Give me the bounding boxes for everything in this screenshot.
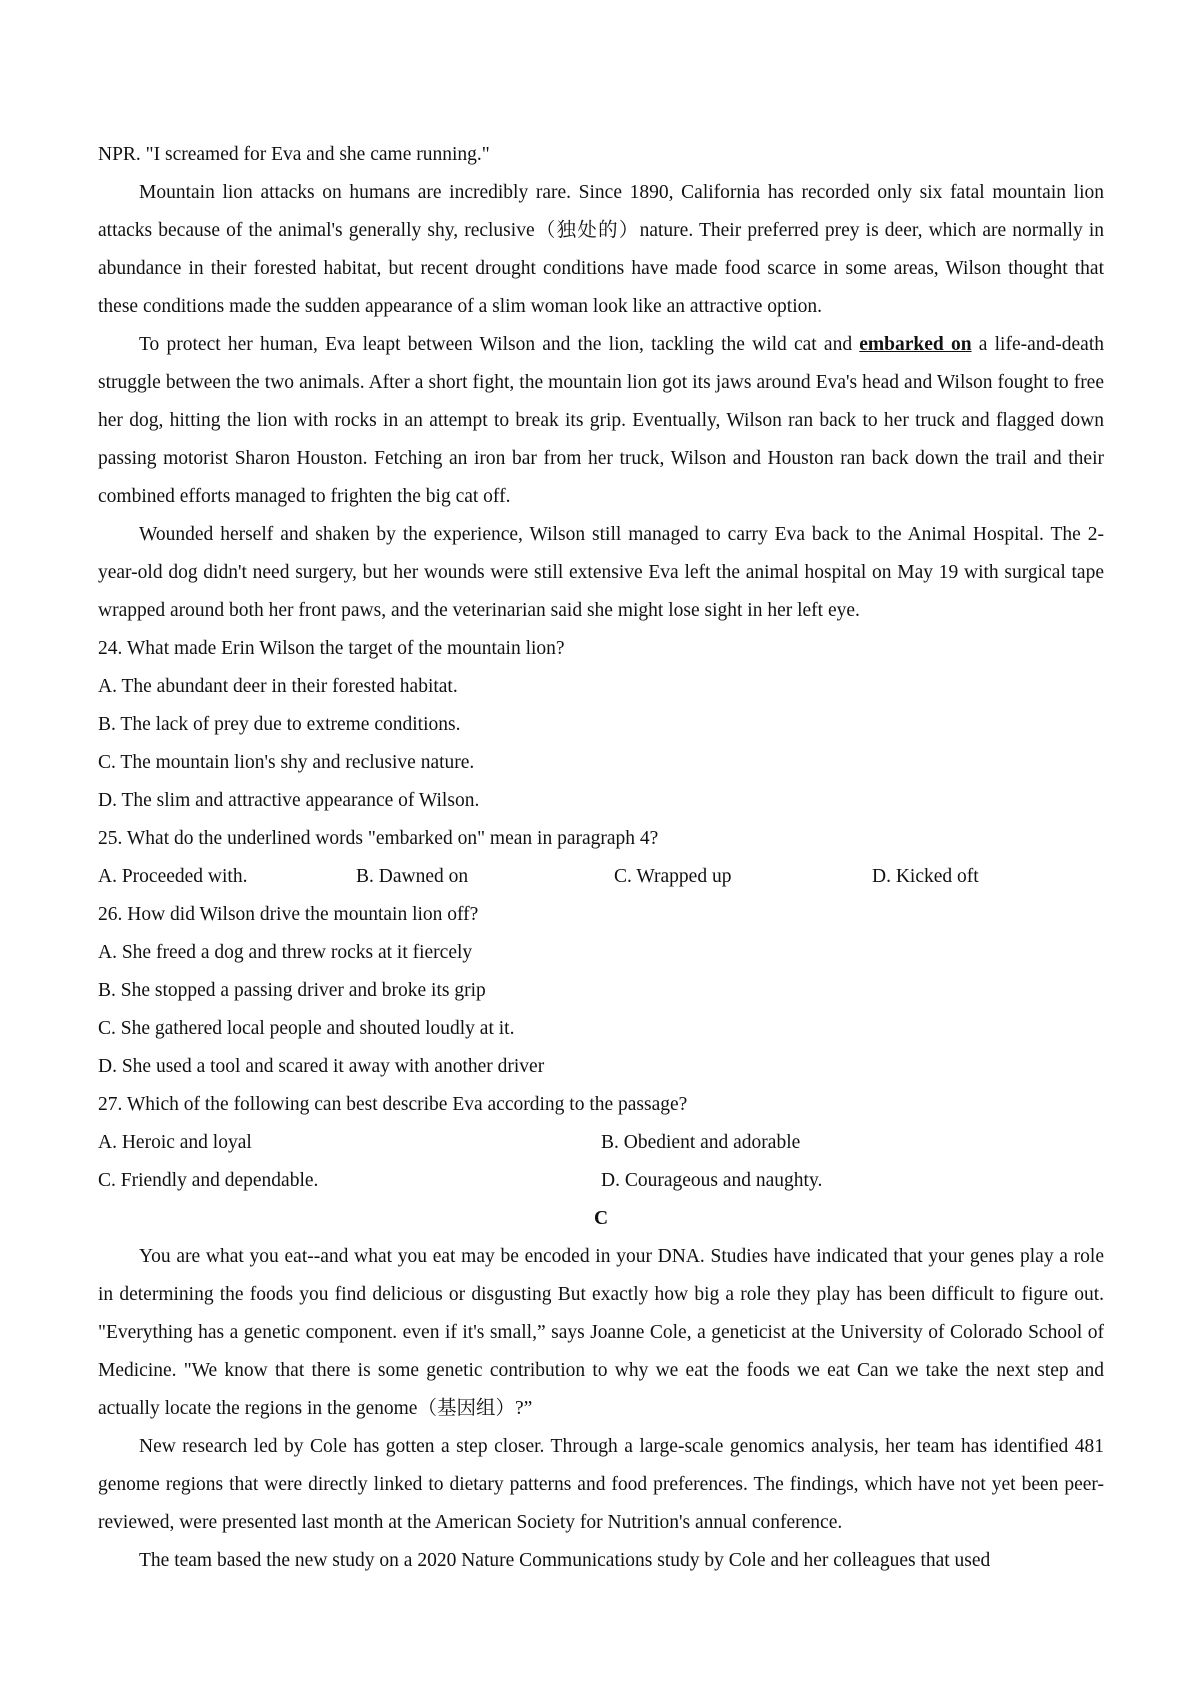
question-24-option-d: D. The slim and attractive appearance of Wilson. xyxy=(98,790,480,811)
passage-b-paragraph-3: Wounded herself and shaken by the experience, Wilson still managed to carry Eva back to the Animal Hospital. The 2-year-old dog didn't need surgery, but her wounds were still extensive Eva left the animal hospital on May 19 with surgical tape wrapped around both her front paws, and the veterinarian said she might lose sight in her left eye. xyxy=(98,524,1104,621)
passage-b-paragraph-2 xyxy=(98,326,1104,516)
page-content xyxy=(98,136,1104,1580)
question-27-option-b: B. Obedient and adorable xyxy=(601,1132,801,1153)
question-25-option-a: A. Proceeded with. xyxy=(98,866,248,887)
question-25-option-d: D. Kicked oft xyxy=(872,866,979,887)
passage-c-paragraph-1: You are what you eat--and what you eat may be encoded in your DNA. Studies have indicated that your genes play a role in determining the foods you find delicious or disgusting But exactly how big a role they play has been difficult to figure out. "Everything has a genetic component. even if it's small,” says Joanne Cole, a geneticist at the University of Colorado School of Medicine. "We know that there is some genetic contribution to why we eat the foods we eat Can we take the next step and actually locate the regions in the genome（基因组）?” xyxy=(98,1246,1104,1419)
question-24-option-c: C. The mountain lion's shy and reclusive nature. xyxy=(98,752,475,773)
question-27-option-a: A. Heroic and loyal xyxy=(98,1132,252,1153)
passage-c-paragraph-2: New research led by Cole has gotten a step closer. Through a large-scale genomics analysis, her team has identified 481 genome regions that were directly linked to dietary patterns and food preferences. The findings, which have not yet been peer-reviewed, were presented last month at the American Society for Nutrition's annual conference. xyxy=(98,1436,1104,1533)
question-25-option-c: C. Wrapped up xyxy=(614,866,732,887)
passage-b-paragraph-0: NPR. "I screamed for Eva and she came running." xyxy=(98,144,490,165)
question-25-options xyxy=(98,858,1104,896)
underlined-phrase: embarked on xyxy=(859,334,972,355)
question-24-option-a: A. The abundant deer in their forested habitat. xyxy=(98,676,458,697)
question-25-stem: 25. What do the underlined words "embarked on" mean in paragraph 4? xyxy=(98,828,659,849)
question-24-stem: 24. What made Erin Wilson the target of the mountain lion? xyxy=(98,638,565,659)
question-25-option-b: B. Dawned on xyxy=(356,866,469,887)
question-27-option-c: C. Friendly and dependable. xyxy=(98,1170,319,1191)
section-title: C xyxy=(593,1208,609,1229)
question-26-option-d: D. She used a tool and scared it away with another driver xyxy=(98,1056,545,1077)
passage-c-paragraph-3: The team based the new study on a 2020 Nature Communications study by Cole and her colleagues that used xyxy=(139,1550,991,1571)
question-27-option-d: D. Courageous and naughty. xyxy=(601,1170,823,1191)
question-27-stem: 27. Which of the following can best describe Eva according to the passage? xyxy=(98,1094,688,1115)
question-24-option-b: B. The lack of prey due to extreme conditions. xyxy=(98,714,461,735)
paragraph-text: To protect her human, Eva leapt between Wilson and the lion, tackling the wild cat and xyxy=(139,334,860,355)
question-27-options-row-1 xyxy=(98,1124,1104,1162)
passage-b-paragraph-1: Mountain lion attacks on humans are incredibly rare. Since 1890, California has recorded only six fatal mountain lion attacks because of the animal's generally shy, reclusive（独处的）nature. Their preferred prey is deer, which are normally in abundance in their forested habitat, but recent drought conditions have made food scarce in some areas, Wilson thought that these conditions made the sudden appearance of a slim woman look like an attractive option. xyxy=(98,182,1104,317)
paragraph-text: a life-and-death struggle between the two animals. After a short fight, the mountain lion got its jaws around Eva's head and Wilson fought to free her dog, hitting the lion with rocks in an attempt to break its grip. Eventually, Wilson ran back to her truck and flagged down passing motorist Sharon Houston. Fetching an iron bar from her truck, Wilson and Houston ran back down the trail and their combined efforts managed to frighten the big cat off. xyxy=(98,334,1104,507)
question-26-option-a: A. She freed a dog and threw rocks at it fiercely xyxy=(98,942,473,963)
question-27-options-row-2 xyxy=(98,1162,1104,1200)
question-26-option-c: C. She gathered local people and shouted loudly at it. xyxy=(98,1018,515,1039)
question-26-option-b: B. She stopped a passing driver and broke its grip xyxy=(98,980,486,1001)
question-26-stem: 26. How did Wilson drive the mountain lion off? xyxy=(98,904,479,925)
